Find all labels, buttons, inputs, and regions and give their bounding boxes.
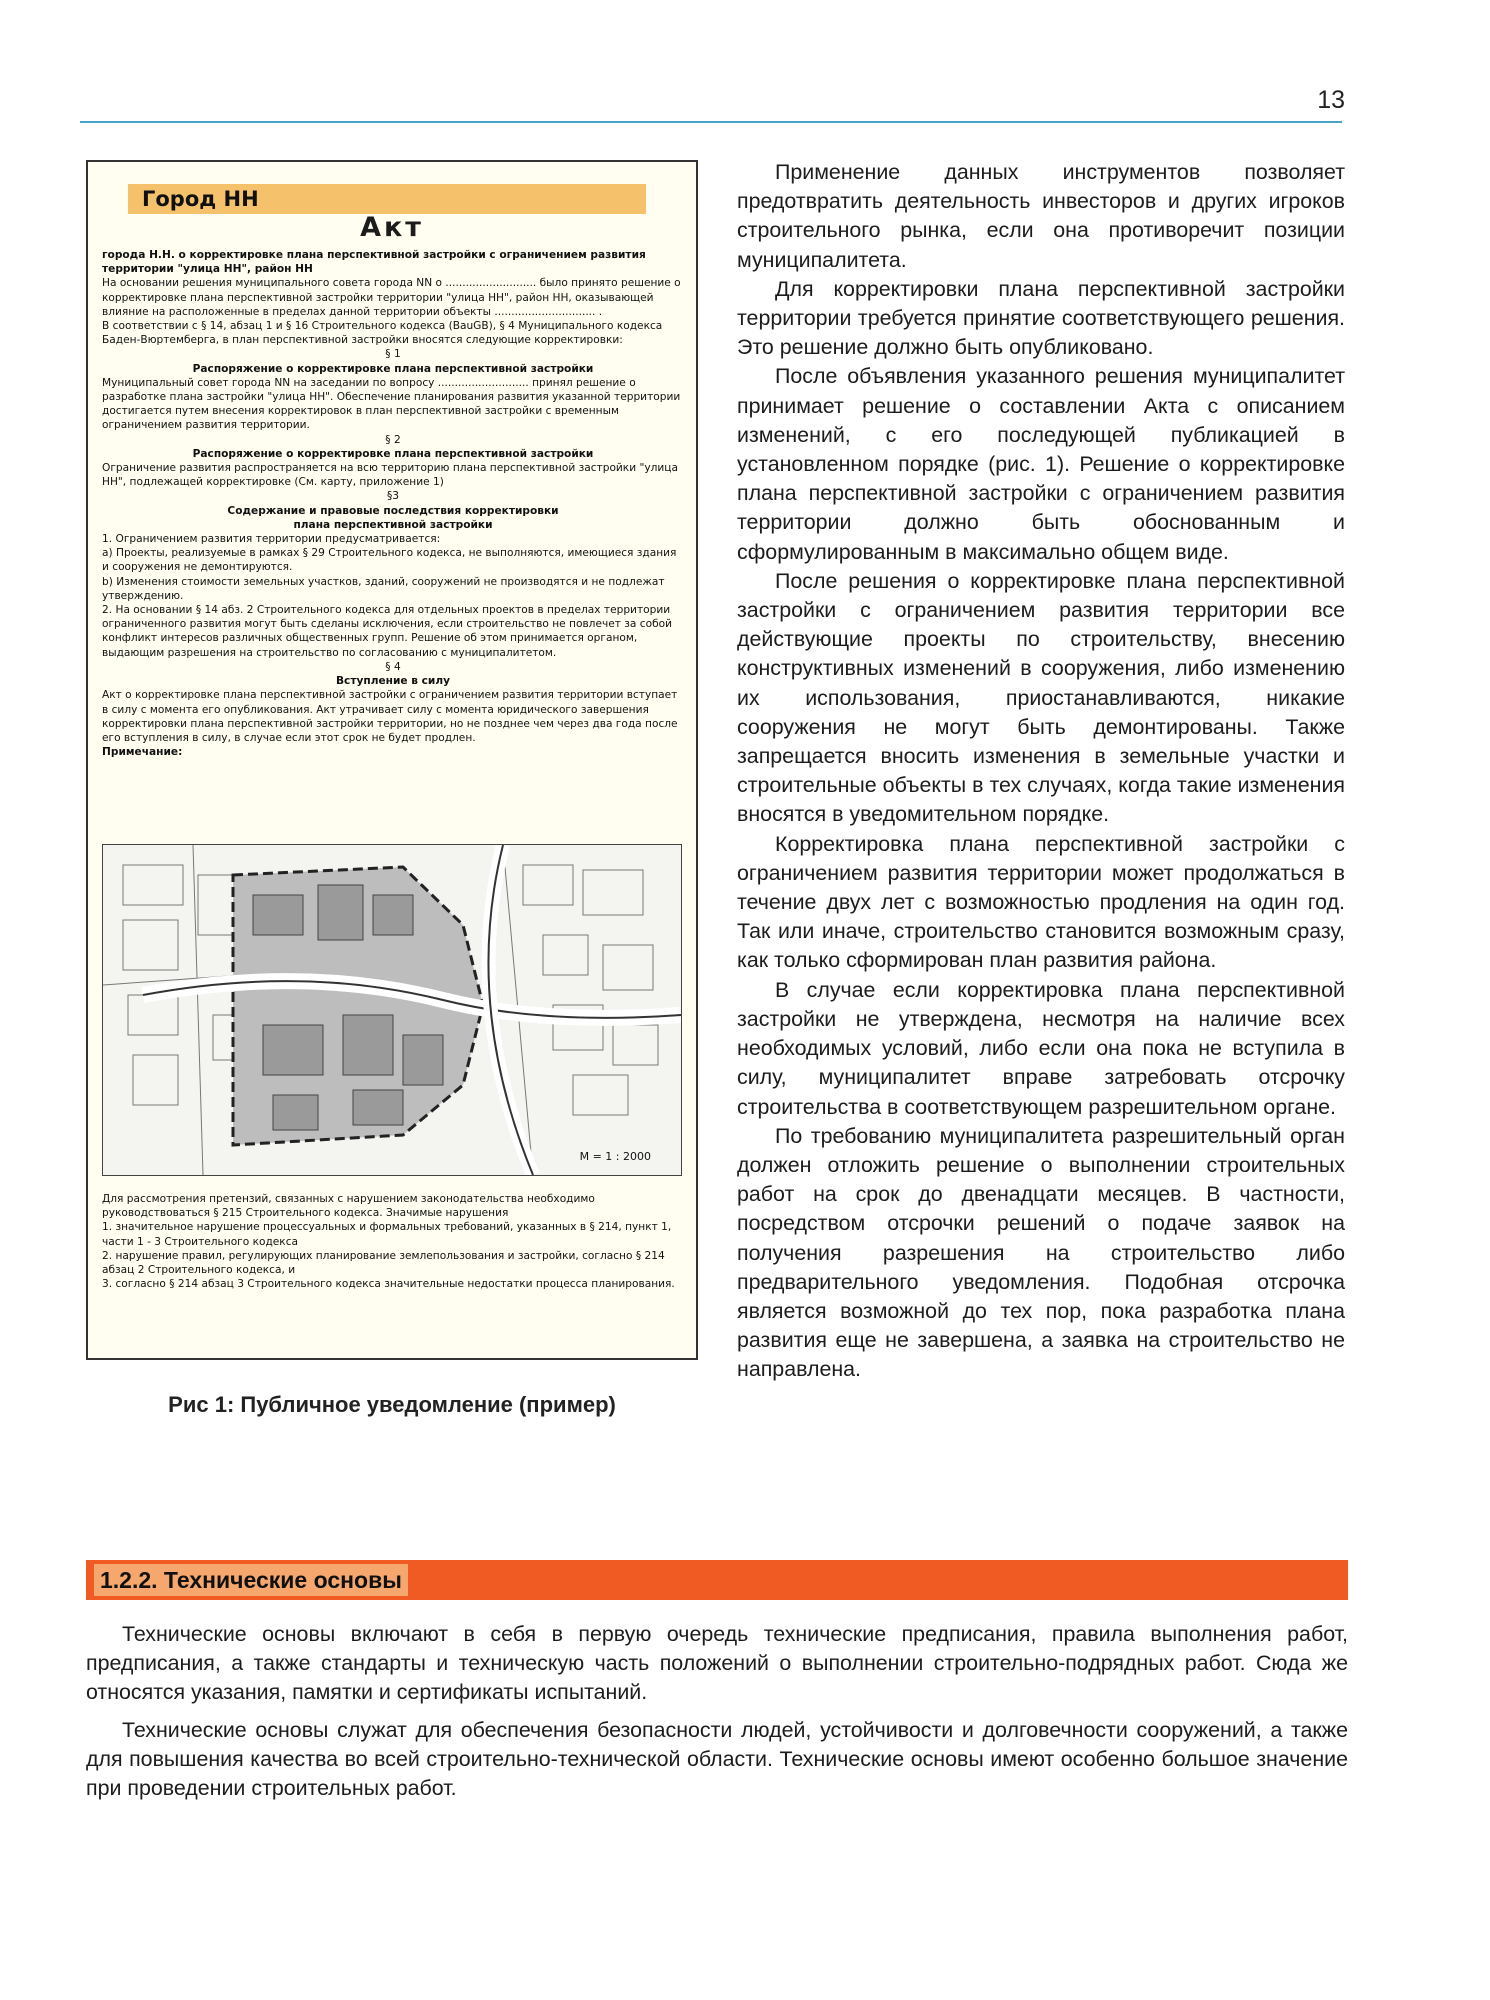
public-notice-figure bbox=[86, 160, 698, 1360]
section-1-number: § 1 bbox=[385, 348, 401, 361]
footer-line-3: 2. нарушение правил, регулирующих планирование землепользования и застройки, согласно § 214 абзац 2 Строительного кодекса, и bbox=[102, 1249, 665, 1277]
paragraph: После решения о корректировке плана перспективной застройки с ограничением развития территории все действующие проекты по строительству, внесению конструктивных изменений в сооружения, либо изменению их использования, приостанавливаются, никакие сооружения не могут быть демонтированы. Также запрещается вносить изменения в земельные участки и строительные объекты в тех случаях, когда такие изменения вносятся в уведомительном порядке. bbox=[737, 568, 1345, 827]
section-4-number: § 4 bbox=[385, 660, 401, 673]
section-4-text: Акт о корректировке плана перспективной застройки с ограничением развития территории вступает в силу с момента его опубликования. Акт утрачивает силу с момента юридического завершения корректировки плана перспективной застройки территории, но не позднее чем через два года после его вступления в силу, в случае если этот срок не будет продлен. bbox=[102, 689, 678, 744]
site-map bbox=[102, 844, 682, 1176]
paragraph: После объявления указанного решения муниципалитет принимает решение о составлении Акта с описанием изменений, с его последующей публикацией в установленном порядке (рис. 1). Решение о корректировке плана перспективной застройки с ограничением развития территории должно быть обоснованным и сформулированным в максимально общем виде. bbox=[737, 364, 1345, 564]
section-1-title: Распоряжение о корректировке плана перспективной застройки bbox=[192, 362, 594, 375]
paragraph: Технические основы включают в себя в первую очередь технические предписания, правила выполнения работ, предписания, а также стандарты и техническую часть положений о выполнении строительно-подрядных работ. Сюда же относятся указания, памятки и сертификаты испытаний. bbox=[86, 1622, 1348, 1705]
act-body bbox=[102, 248, 684, 759]
footer-line-4: 3. согласно § 214 абзац 3 Строительного кодекса значительные недостатки процесса планирования. bbox=[102, 1278, 675, 1291]
right-column-text bbox=[737, 158, 1345, 1385]
paragraph: В случае если корректировка плана перспективной застройки не утверждена, несмотря на наличие всех необходимых условий, либо если она пока не вступила в силу, муниципалитет вправе затребовать отсрочку строительства в соответствующем разрешительном органе. bbox=[737, 977, 1345, 1119]
paragraph: Применение данных инструментов позволяет предотвратить деятельность инвесторов и других игроков строительного рынка, если она противоречит позиции муниципалитета. bbox=[737, 160, 1345, 272]
paragraph: По требованию муниципалитета разрешительный орган должен отложить решение о выполнении строительных работ на срок до двенадцати месяцев. В частности, посредством отсрочки решений о подаче заявок на получения разрешения на строительство либо предварительного уведомления. Подобная отсрочка является возможной до тех пор, пока разработка плана развития еще не завершена, а заявка на строительство не направлена. bbox=[737, 1123, 1345, 1382]
note-label: Примечание: bbox=[102, 746, 183, 759]
act-basis: В соответствии с § 14, абзац 1 и § 16 Строительного кодекса (BauGB), § 4 Муниципального кодекса Баден-Вюртемберга, в план перспективной застройки вносятся следующие корректировки: bbox=[102, 320, 663, 347]
section-3-point-2: 2. На основании § 14 абз. 2 Строительного кодекса для отдельных проектов в пределах территории ограниченного развития могут быть сделаны исключения, если строительство не повлечет за собой конфликт интересов различных общественных групп. Решение об этом принимается органом, выдающим разрешения на строительство по согласованию с муниципалитетом. bbox=[102, 604, 672, 659]
footer-line-1: Для рассмотрения претензий, связанных с нарушением законодательства необходимо руководствоваться § 215 Строительного кодекса. Значимые нарушения bbox=[102, 1193, 595, 1220]
act-subtitle: города Н.Н. о корректировке плана перспективной застройки с ограничением развития территории "улица НН", район НН bbox=[102, 249, 646, 276]
paragraph: Для корректировки плана перспективной застройки территории требуется принятие соответствующего решения. Это решение должно быть опубликовано. bbox=[737, 276, 1345, 360]
paragraph: Корректировка плана перспективной застройки с ограничением развития территории может продолжаться в течение двух лет с возможностью продления на один год. Так или иначе, строительство становится возможным сразу, как только сформирован план развития района. bbox=[737, 831, 1345, 973]
section-3-title-line2: плана перспективной застройки bbox=[293, 518, 493, 531]
act-intro: На основании решения муниципального совета города NN о ........................... было принято решение о корректировке плана перспективной застройки территории "улица НН", район НН, оказывающей влияние на расположенные в пределах данной территории объекты .............................. . bbox=[102, 277, 681, 318]
city-banner: Город НН bbox=[128, 184, 646, 214]
section-title: 1.2.2. Технические основы bbox=[94, 1564, 408, 1596]
section-3-point-1: 1. Ограничением развития территории предусматривается: bbox=[102, 533, 441, 546]
page-number: 13 bbox=[1317, 86, 1345, 114]
section-2-title: Распоряжение о корректировке плана перспективной застройки bbox=[192, 447, 594, 460]
section-body bbox=[86, 1620, 1348, 1811]
footer-line-2: 1. значительное нарушение процессуальных и формальных требований, указанных в § 214, пункт 1, части 1 - 3 Строительного кодекса bbox=[102, 1221, 672, 1248]
paragraph: Технические основы служат для обеспечения безопасности людей, устойчивости и долговечности сооружений, а также для повышения качества во всей строительно-технической области. Технические основы имеют особенно большое значение при проведении строительных работ. bbox=[86, 1717, 1348, 1801]
section-3-point-a: а) Проекты, реализуемые в рамках § 29 Строительного кодекса, не выполняются, имеющиеся здания и сооружения не демонтируются. bbox=[102, 547, 677, 574]
act-title: Акт bbox=[360, 212, 424, 243]
section-3-title-line1: Содержание и правовые последствия корректировки bbox=[227, 504, 559, 517]
section-header bbox=[86, 1560, 1348, 1600]
section-2-text: Ограничение развития распространяется на всю территорию плана перспективной застройки "улица НН", подлежащей корректировке (См. карту, приложение 1) bbox=[102, 462, 678, 489]
section-4-title: Вступление в силу bbox=[335, 675, 451, 688]
section-2-number: § 2 bbox=[385, 433, 401, 446]
section-3-point-b: b) Изменения стоимости земельных участков, зданий, сооружений не производятся и не подлежат утверждению. bbox=[102, 575, 665, 602]
act-footer bbox=[102, 1192, 684, 1291]
section-1-text: Муниципальный совет города NN на заседании по вопросу ........................... принял решение о разработке плана застройки "улица НН". Обеспечение планирования развития указанной территории достигается путем внесения корректировок в план перспективной застройки с временным ограничением развития территории. bbox=[102, 376, 681, 432]
section-3-number: §3 bbox=[386, 490, 400, 503]
site-map-drawing bbox=[103, 845, 681, 1175]
header-rule bbox=[80, 121, 1342, 123]
figure-caption: Рис 1: Публичное уведомление (пример) bbox=[168, 1392, 616, 1417]
map-scale: M = 1 : 2000 bbox=[579, 1150, 651, 1163]
